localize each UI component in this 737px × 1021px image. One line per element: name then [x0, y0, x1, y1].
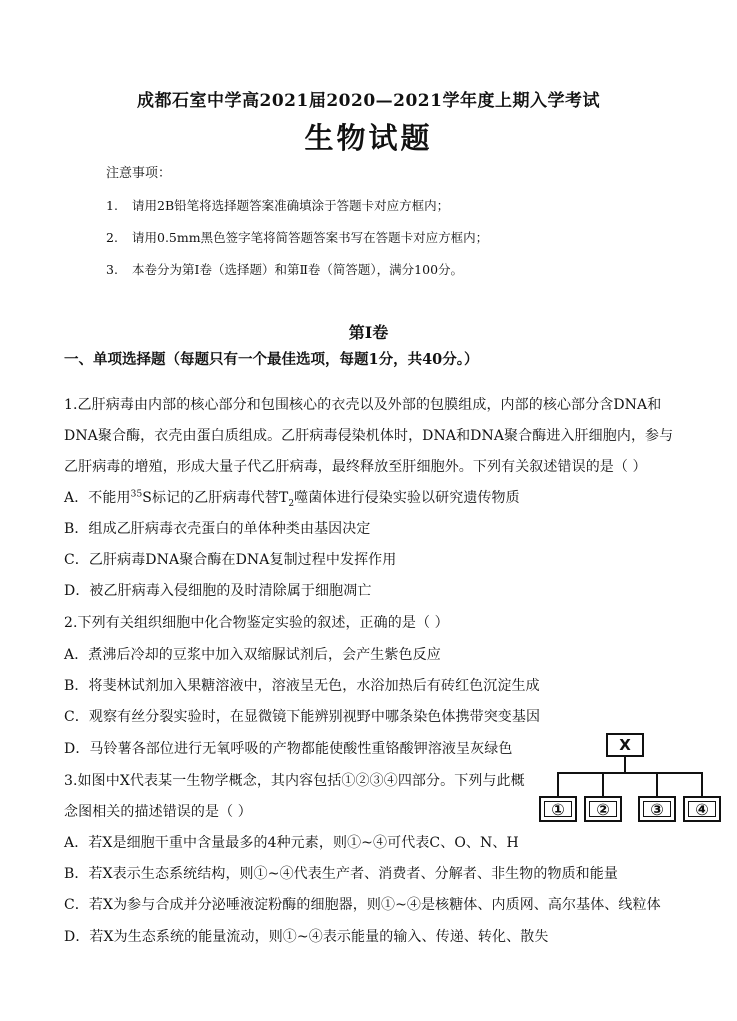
diagram-child-box: [584, 796, 622, 822]
diagram-child-label: ①: [551, 799, 565, 819]
q2-option-b: B．将斐林试剂加入果糖溶液中，溶液呈无色，水浴加热后有砖红色沉淀生成: [64, 678, 540, 694]
diagram-child-label: ③: [650, 799, 664, 819]
diagram-connector: [701, 772, 703, 796]
q1-option-a-pre: A．不能用: [64, 490, 131, 506]
diagram-child-box: [638, 796, 676, 822]
q1-option-b: B．组成乙肝病毒衣壳蛋白的单体种类由基因决定: [64, 521, 371, 537]
q2-stem: 2.下列有关组织细胞中化合物鉴定实验的叙述，正确的是（ ）: [64, 615, 449, 631]
note-text: 请用2B铅笔将选择题答案准确填涂于答题卡对应方框内；: [132, 198, 450, 213]
subject-title: 生物试题: [304, 121, 433, 155]
diagram-connector: [557, 772, 559, 796]
diagram-child-label: ④: [695, 799, 709, 819]
q1-stem-line: 乙肝病毒的增殖，形成大量子代乙肝病毒，最终释放至肝细胞外。下列有关叙述错误的是（ ）: [64, 459, 647, 475]
diagram-child-box: [683, 796, 721, 822]
note-item: [106, 228, 488, 246]
q3-option-c: C．若X为参与合成并分泌唾液淀粉酶的细胞器，则①~④是核糖体、内质网、高尔基体、线粒体: [64, 897, 661, 913]
q3-stem-line: 3.如图中X代表某一生物学概念，其内容包括①②③④四部分。下列与此概: [64, 773, 525, 789]
q1-option-a-mid: S标记的乙肝病毒代替T: [142, 490, 289, 506]
diagram-root-label: X: [619, 736, 631, 754]
notes-label: 注意事项：: [106, 166, 172, 181]
note-number: 1.: [106, 198, 118, 213]
q3-stem-line: 念图相关的描述错误的是（ ）: [64, 804, 252, 820]
q1-stem-line: DNA聚合酶，衣壳由蛋白质组成。乙肝病毒侵染机体时，DNA和DNA聚合酶进入肝细胞内，参与: [64, 428, 674, 444]
q1-option-a-sub: 2: [288, 498, 295, 509]
section-title: 一、单项选择题（每题只有一个最佳选项，每题1分，共40分。）: [64, 351, 479, 368]
diagram-connector: [557, 772, 703, 774]
note-number: 2.: [106, 230, 118, 245]
q2-option-a: A．煮沸后冷却的豆浆中加入双缩脲试剂后，会产生紫色反应: [64, 647, 441, 663]
note-text: 请用0.5mm黑色签字笔将简答题答案书写在答题卡对应方框内；: [132, 230, 489, 245]
note-number: 3.: [106, 262, 118, 277]
q1-stem-line: 1.乙肝病毒由内部的核心部分和包围核心的衣壳以及外部的包膜组成，内部的核心部分含DNA和: [64, 397, 662, 413]
diagram-child-box: [539, 796, 577, 822]
q1-option-a-post: 噬菌体进行侵染实验以研究遗传物质: [294, 490, 520, 506]
note-item: [106, 196, 449, 214]
q1-option-c: C．乙肝病毒DNA聚合酶在DNA复制过程中发挥作用: [64, 552, 397, 568]
part-title: 第Ⅰ卷: [348, 323, 389, 342]
diagram-root-box: [606, 733, 644, 757]
note-text: 本卷分为第Ⅰ卷（选择题）和第Ⅱ卷（简答题），满分100分。: [132, 262, 464, 277]
q3-option-d: D．若X为生态系统的能量流动，则①~④表示能量的输入、传递、转化、散失: [64, 929, 549, 945]
concept-diagram: [532, 733, 722, 829]
diagram-connector: [602, 772, 604, 796]
q1-option-d: D．被乙肝病毒入侵细胞的及时清除属于细胞凋亡: [64, 583, 372, 599]
school-title: 成都石室中学高2021届2020—2021学年度上期入学考试: [137, 91, 600, 111]
q1-option-a: [64, 487, 520, 509]
diagram-child-label: ②: [596, 799, 610, 819]
q2-option-c: C．观察有丝分裂实验时，在显微镜下能辨别视野中哪条染色体携带突变基因: [64, 709, 541, 725]
q1-option-a-sup: 35: [130, 489, 143, 500]
q2-option-d: D．马铃薯各部位进行无氧呼吸的产物都能使酸性重铬酸钾溶液呈灰绿色: [64, 741, 513, 757]
q3-option-a: A．若X是细胞干重中含量最多的4种元素，则①~④可代表C、O、N、H: [64, 835, 519, 851]
diagram-connector: [624, 757, 626, 773]
q3-option-b: B．若X表示生态系统结构，则①~④代表生产者、消费者、分解者、非生物的物质和能量: [64, 866, 618, 882]
diagram-connector: [656, 772, 658, 796]
note-item: [106, 260, 463, 278]
